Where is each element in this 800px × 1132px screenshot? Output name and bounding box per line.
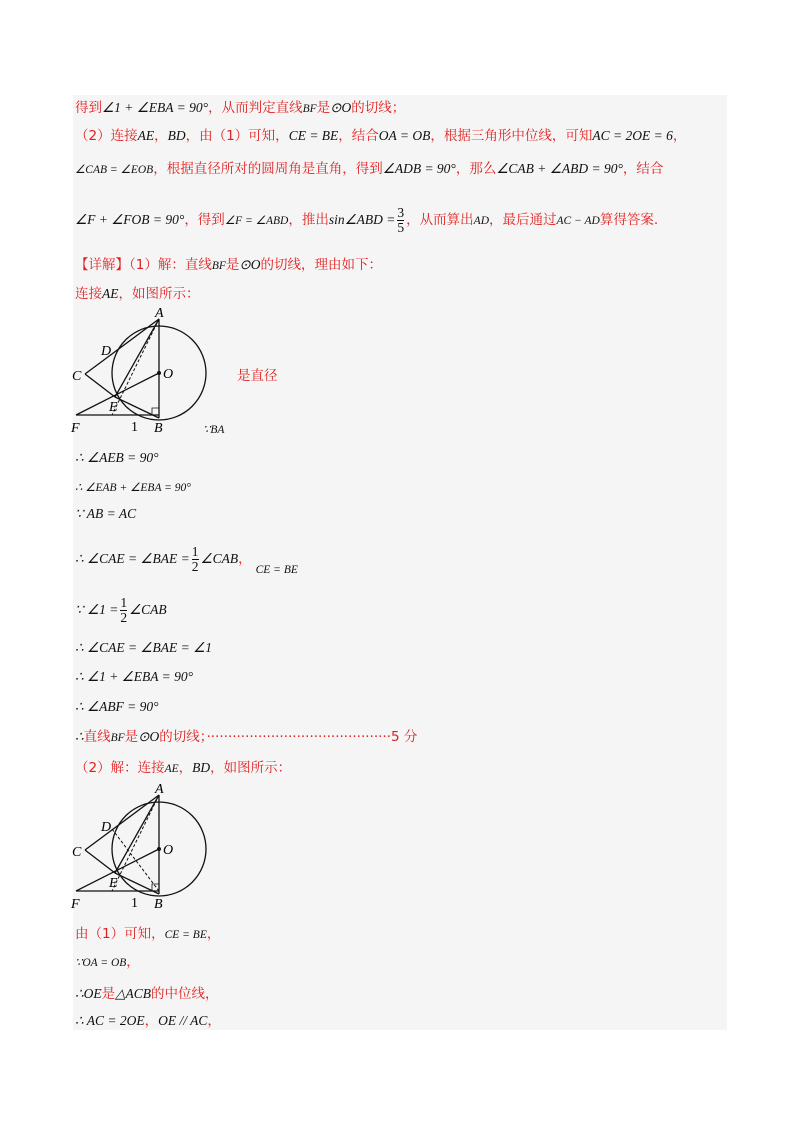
step-3: ∵ AB = AC [75,506,137,521]
detail-heading: 【详解】（1）解：直线BF是⊙O的切线，理由如下： [75,257,382,273]
label-o-2: O [163,843,174,858]
part2-step-1: 由（1）可知，CE = BE， [75,926,221,942]
label-c-2: C [72,845,82,860]
analysis-line-2: （2）连接AE，BD，由（1）可知，CE = BE，结合OA = OB，根据三角形中位线，可知AC = 2OE = 6， [75,128,687,144]
step-6: ∴ ∠CAE = ∠BAE = ∠1 [75,640,212,655]
label-a-2: A [155,784,164,797]
analysis-line-4: ∠F + ∠FOB = 90°，得到∠F = ∠ABD，推出sin∠ABD = $\frac{3}{5}$ ，从而算出AD，最后通过AC − AD算得答案. [75,205,659,235]
label-a: A [155,308,164,321]
label-b-2: B [154,897,163,912]
analysis-line-3: ∠CAB = ∠EOB，根据直径所对的圆周角是直角，得到∠ADB = 90°，那么∠CAB + ∠ABD = 90°，结合 [75,161,664,177]
geometry-figure-2 [68,784,218,912]
step-5: ∵ ∠1 = $\frac{1}{2}$ ∠CAB [75,595,167,625]
part2-step-4: ∴ AC = 2OE，OE // AC， [75,1013,221,1029]
label-d-2: D [101,820,112,835]
analysis-line-1: 得到∠1 + ∠EBA = 90°，从而判定直线BF是⊙O的切线； [75,100,406,116]
label-c: C [72,369,82,384]
label-o: O [163,367,174,382]
geometry-figure-1 [68,308,218,436]
part2-heading: （2）解：连接AE，BD，如图所示： [75,760,292,776]
label-f-2: F [71,897,80,912]
label-1: 1 [131,420,138,435]
step-9: ∴直线BF是⊙O的切线；···········································5 分 [75,729,418,745]
step-4: ∴ ∠CAE = ∠BAE = $\frac{1}{2}$ ∠CAB，CE = BE [75,544,298,576]
label-b: B [154,421,163,436]
label-d: D [101,344,112,359]
fraction-three-fifths: $\frac{3}{5}$ [397,205,405,235]
is-diameter-text: 是直径 [237,368,278,384]
label-1-2: 1 [131,896,138,911]
step-1: ∴ ∠AEB = 90° [75,450,159,465]
fraction-one-half-2: $\frac{1}{2}$ [120,595,128,625]
label-e-2: E [109,876,118,891]
because-ba-text: ∵BA [203,424,225,436]
fraction-one-half: $\frac{1}{2}$ [191,544,199,574]
label-e: E [109,400,118,415]
label-f: F [71,421,80,436]
part2-step-3: ∴OE是△ACB的中位线， [75,986,219,1002]
part2-step-2: ∵OA = OB， [75,954,140,970]
step-2: ∴ ∠EAB + ∠EBA = 90° [75,482,191,494]
step-7: ∴ ∠1 + ∠EBA = 90° [75,669,194,684]
connect-ae-line: 连接AE，如图所示： [75,286,200,302]
step-8: ∴ ∠ABF = 90° [75,699,159,714]
